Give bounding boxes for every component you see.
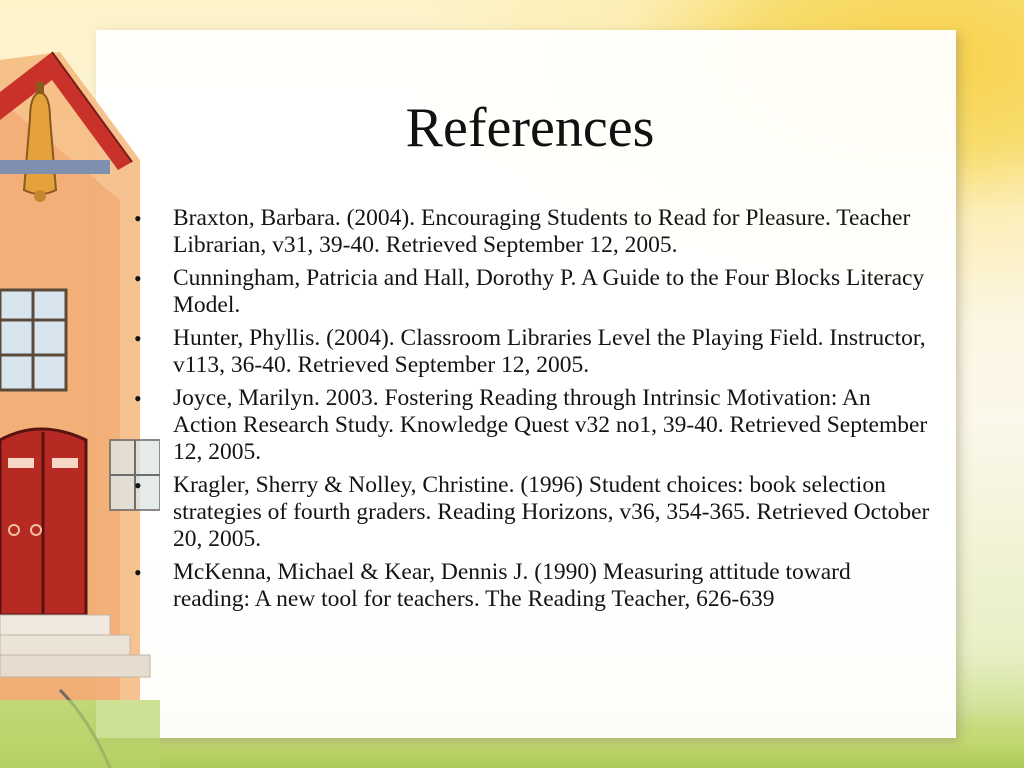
- reference-text: Cunningham, Patricia and Hall, Dorothy P. A Guide to the Four Blocks Literacy Model.: [173, 265, 925, 318]
- reference-text: Kragler, Sherry & Nolley, Christine. (1996) Student choices: book selection strategies of fourth graders. Reading Horizons, v36, 354-365. Retrieved October 20, 2005.: [173, 472, 930, 552]
- list-item: [130, 205, 930, 259]
- slide-title: References: [405, 97, 655, 159]
- reference-text: Joyce, Marilyn. 2003. Fostering Reading through Intrinsic Motivation: An Action Research Study. Knowledge Quest v32 no1, 39-40. Retrieved September 12, 2005.: [173, 385, 928, 465]
- list-item: [130, 325, 930, 379]
- list-item: [130, 559, 930, 613]
- bullet-icon: •: [134, 386, 142, 411]
- bullet-icon: •: [134, 266, 142, 291]
- reference-list: [130, 205, 930, 619]
- reference-text: Braxton, Barbara. (2004). Encouraging Students to Read for Pleasure. Teacher Librarian, v31, 39-40. Retrieved September 12, 2005.: [173, 205, 911, 258]
- reference-text: McKenna, Michael & Kear, Dennis J. (1990) Measuring attitude toward reading: A new tool for teachers. The Reading Teacher, 626-639: [173, 559, 851, 612]
- bullet-icon: •: [134, 473, 142, 498]
- list-item: [130, 472, 930, 553]
- bullet-icon: •: [134, 206, 142, 231]
- window-icon: [0, 290, 66, 390]
- bullet-icon: •: [134, 326, 142, 351]
- door-icon: [0, 429, 86, 615]
- list-item: [130, 385, 930, 466]
- reference-text: Hunter, Phyllis. (2004). Classroom Libraries Level the Playing Field. Instructor, v113, 36-40. Retrieved September 12, 2005.: [173, 325, 926, 378]
- bullet-icon: •: [134, 560, 142, 585]
- list-item: [130, 265, 930, 319]
